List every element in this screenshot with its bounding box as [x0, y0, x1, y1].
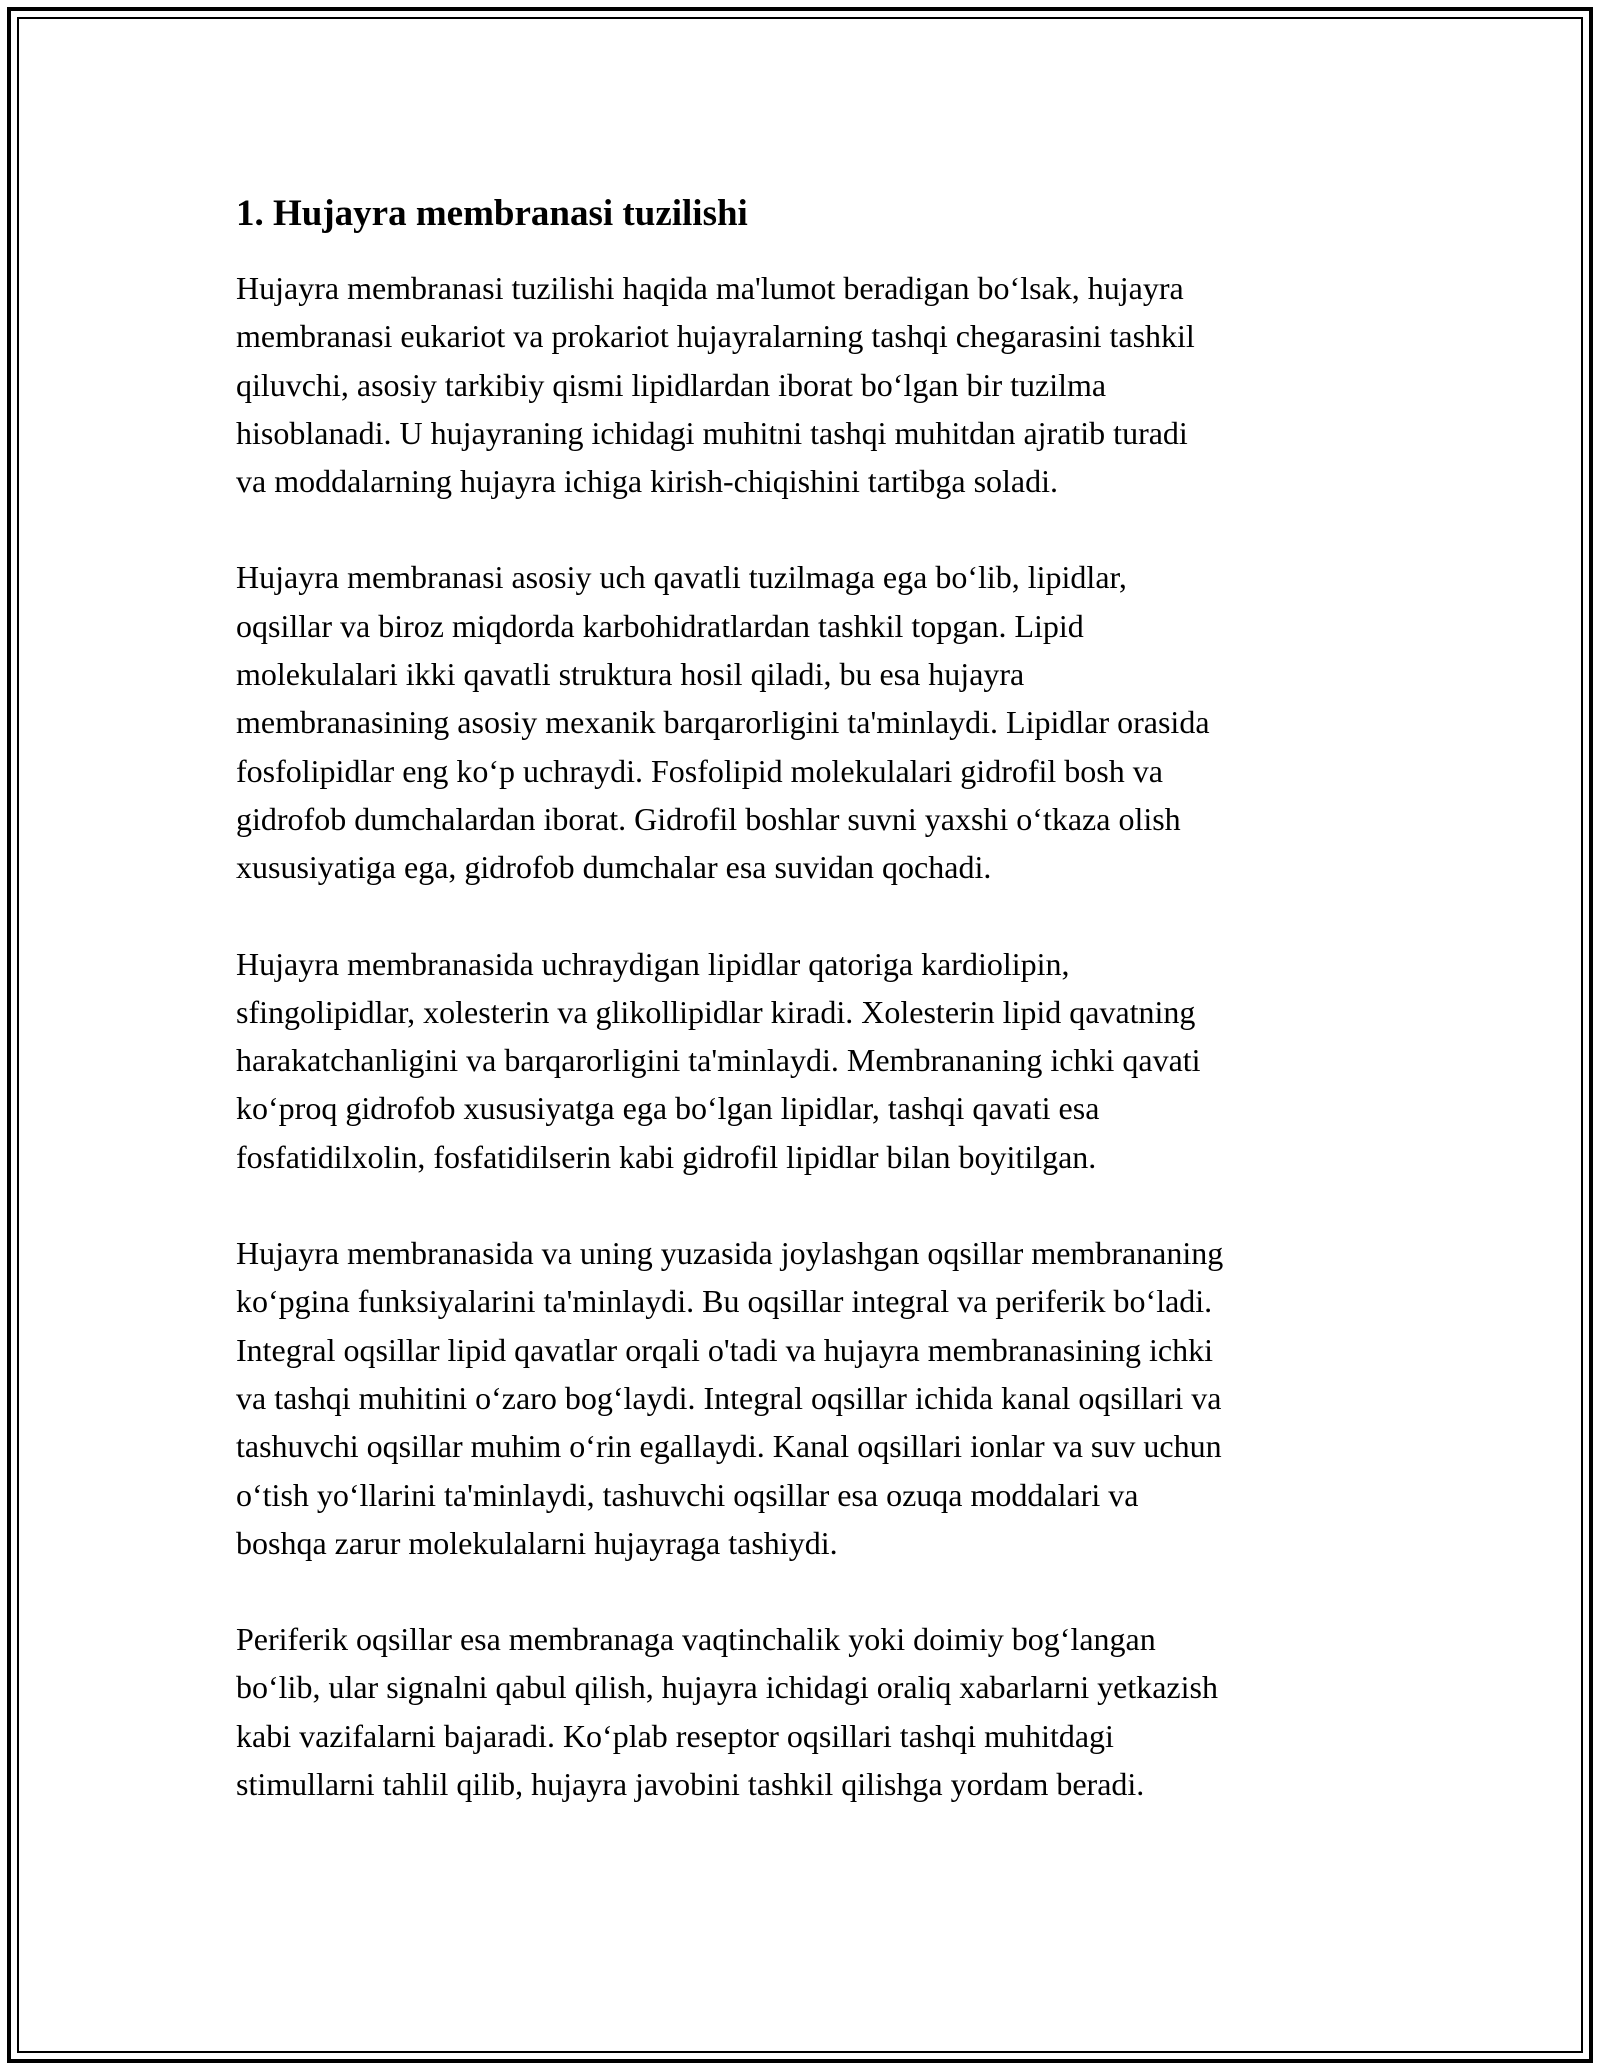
text-line: tashuvchi oqsillar muhim o‘rin egallaydi. Kanal oqsillari ionlar va suv uchun — [236, 1428, 1222, 1465]
document-body — [236, 190, 1386, 1856]
paragraph-5 — [236, 1615, 1386, 1808]
text-line: Hujayra membranasi tuzilishi haqida ma'lumot beradigan bo‘lsak, hujayra — [236, 270, 1184, 306]
text-line: ko‘proq gidrofob xususiyatga ega bo‘lgan lipidlar, tashqi qavati esa — [236, 1090, 1100, 1127]
text-line: xususiyatiga ega, gidrofob dumchalar esa suvidan qochadi. — [236, 849, 992, 886]
text-line: molekulalari ikki qavatli struktura hosil qiladi, bu esa hujayra — [236, 656, 1025, 693]
text-line: qiluvchi, asosiy tarkibiy qismi lipidlardan iborat bo‘lgan bir tuzilma — [236, 366, 1107, 403]
text-line: Integral oqsillar lipid qavatlar orqali o'tadi va hujayra membranasining ichki — [236, 1331, 1214, 1368]
text-line: fosfolipidlar eng ko‘p uchraydi. Fosfolipid molekulalari gidrofil bosh va — [236, 752, 1163, 789]
text-line: kabi vazifalarni bajaradi. Ko‘plab reseptor oqsillari tashqi muhitdagi — [236, 1717, 1114, 1754]
text-line: fosfatidilxolin, fosfatidilserin kabi gidrofil lipidlar bilan boyitilgan. — [236, 1138, 1097, 1175]
text-line: gidrofob dumchalardan iborat. Gidrofil boshlar suvni yaxshi o‘tkaza olish — [236, 800, 1181, 837]
text-line: va tashqi muhitini o‘zaro bog‘laydi. Integral oqsillar ichida kanal oqsillari va — [236, 1379, 1222, 1416]
text-line: boshqa zarur molekulalarni hujayraga tashiydi. — [236, 1524, 838, 1561]
text-line: harakatchanligini va barqarorligini ta'minlaydi. Membrananing ichki qavati — [236, 1042, 1201, 1079]
text-line: Hujayra membranasi asosiy uch qavatli tuzilmaga ega bo‘lib, lipidlar, — [236, 559, 1127, 596]
paragraph-3 — [236, 940, 1386, 1181]
text-line: Periferik oqsillar esa membranaga vaqtinchalik yoki doimiy bog‘langan — [236, 1621, 1156, 1658]
text-line: ko‘pgina funksiyalarini ta'minlaydi. Bu oqsillar integral va periferik bo‘ladi. — [236, 1283, 1213, 1320]
text-line: Hujayra membranasida uchraydigan lipidlar qatoriga kardiolipin, — [236, 945, 1070, 982]
text-line: bo‘lib, ular signalni qabul qilish, hujayra ichidagi oraliq xabarlarni yetkazish — [236, 1669, 1218, 1706]
text-line: hisoblanadi. U hujayraning ichidagi muhitni tashqi muhitdan ajratib turadi — [236, 414, 1188, 451]
paragraph-1 — [236, 264, 1386, 505]
paragraph-2 — [236, 553, 1386, 891]
text-line: stimullarni tahlil qilib, hujayra javobini tashkil qilishga yordam beradi. — [236, 1766, 1145, 1803]
text-line: oqsillar va biroz miqdorda karbohidratlardan tashkil topgan. Lipid — [236, 607, 1084, 644]
text-line: membranasi eukariot va prokariot hujayralarning tashqi chegarasini tashkil — [236, 318, 1195, 355]
text-line: va moddalarning hujayra ichiga kirish-chiqishini tartibga soladi. — [236, 463, 1059, 500]
text-line: membranasining asosiy mexanik barqarorligini ta'minlaydi. Lipidlar orasida — [236, 704, 1210, 741]
section-heading: 1. Hujayra membranasi tuzilishi — [236, 193, 748, 234]
text-line: o‘tish yo‘llarini ta'minlaydi, tashuvchi oqsillar esa ozuqa moddalari va — [236, 1476, 1139, 1513]
text-line: Hujayra membranasida va uning yuzasida joylashgan oqsillar membrananing — [236, 1235, 1224, 1272]
paragraph-4 — [236, 1229, 1386, 1567]
text-line: sfingolipidlar, xolesterin va glikollipidlar kiradi. Xolesterin lipid qavatning — [236, 993, 1196, 1030]
